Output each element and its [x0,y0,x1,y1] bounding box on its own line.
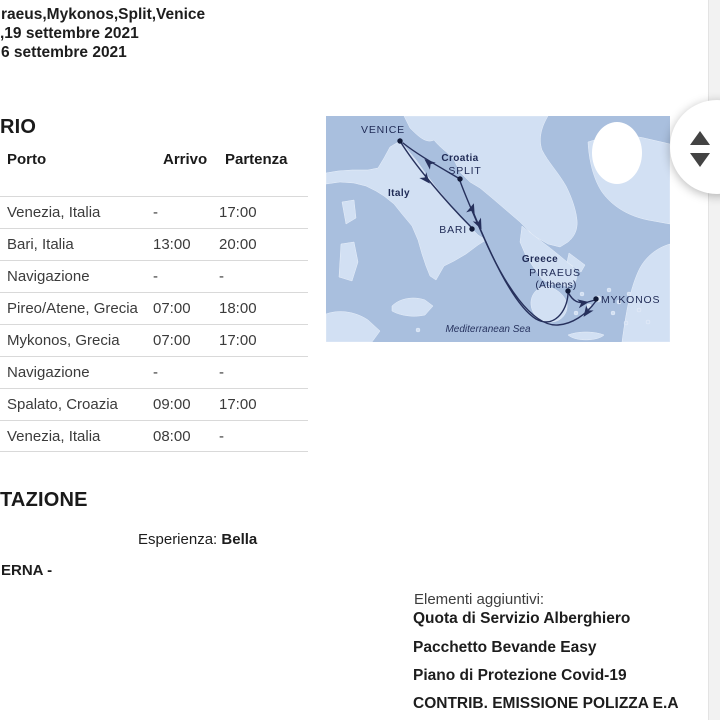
cell-arrivo: - [153,204,158,221]
cell-arrivo: - [153,364,158,381]
map-label-piraeus: PIRAEUS [529,267,581,279]
scroll-up-icon[interactable] [690,131,710,145]
column-header-partenza: Partenza [225,151,288,168]
scroll-down-icon[interactable] [690,153,710,167]
port-dot-split [457,176,462,181]
experience-value: Bella [221,531,258,548]
itinerary-section-title: RIO [0,116,37,138]
cell-porto: Spalato, Croazia [7,396,118,413]
map-label-italy: Italy [387,188,411,199]
table-row [0,388,308,420]
map-label-greece: Greece [521,254,559,265]
experience-label: Esperienza: [138,531,222,548]
table-row [0,196,308,228]
addons-title: Elementi aggiuntivi: [414,591,545,608]
cell-partenza: 17:00 [219,396,257,413]
port-dot-venice [397,138,402,143]
port-dot-bari [469,226,474,231]
cell-arrivo: 09:00 [153,396,191,413]
experience-line [138,531,257,548]
map-blank-oval [592,122,642,184]
cell-porto: Navigazione [7,364,90,381]
cell-partenza: 17:00 [219,204,257,221]
cruise-route-title: raeus,Mykonos,Split,Venice [1,6,206,23]
map-label-croatia: Croatia [441,153,479,164]
cell-partenza: - [219,268,224,285]
cell-arrivo: - [153,268,158,285]
cell-porto: Navigazione [7,268,90,285]
column-header-porto: Porto [7,151,47,168]
cell-arrivo: 07:00 [153,332,191,349]
cell-partenza: - [219,427,224,445]
map-label-venice: VENICE [361,124,405,136]
addon-item: CONTRIB. EMISSIONE POLIZZA E.A [413,695,679,712]
port-dot-mykonos [593,296,598,301]
column-header-arrivo: Arrivo [163,151,208,168]
cruise-route-map [326,116,670,342]
table-row [0,420,308,452]
table-row [0,228,308,260]
cell-partenza: 18:00 [219,300,257,317]
map-label-mykonos: MYKONOS [601,294,661,306]
map-label-mediterranean-sea: Mediterranean Sea [445,324,531,335]
addon-item: Piano di Protezione Covid-19 [413,667,627,684]
scroll-control[interactable] [670,100,720,194]
cell-porto: Venezia, Italia [7,427,101,445]
addon-item: Quota di Servizio Alberghiero [413,610,631,627]
cruise-date-line-2: 6 settembre 2021 [1,44,127,61]
cabin-type: ERNA - [1,562,53,579]
cell-arrivo: 08:00 [153,427,191,445]
cruise-date-line-1: ,19 settembre 2021 [0,25,139,42]
cell-partenza: - [219,364,224,381]
table-row [0,260,308,292]
addon-item: Pacchetto Bevande Easy [413,639,597,656]
cell-partenza: 20:00 [219,236,257,253]
table-row [0,356,308,388]
accommodation-section-title: TAZIONE [0,489,88,511]
map-label-split: SPLIT [448,165,482,177]
cell-partenza: 17:00 [219,332,257,349]
map-label-bari: BARI [439,224,467,236]
cell-porto: Mykonos, Grecia [7,332,120,349]
cell-porto: Pireo/Atene, Grecia [7,300,138,317]
cell-arrivo: 13:00 [153,236,191,253]
cell-porto: Bari, Italia [7,236,74,253]
itinerary-table [0,196,308,452]
table-row [0,324,308,356]
cell-porto: Venezia, Italia [7,204,101,221]
map-label-athens: (Athens) [535,279,577,291]
table-row [0,292,308,324]
cell-arrivo: 07:00 [153,300,191,317]
